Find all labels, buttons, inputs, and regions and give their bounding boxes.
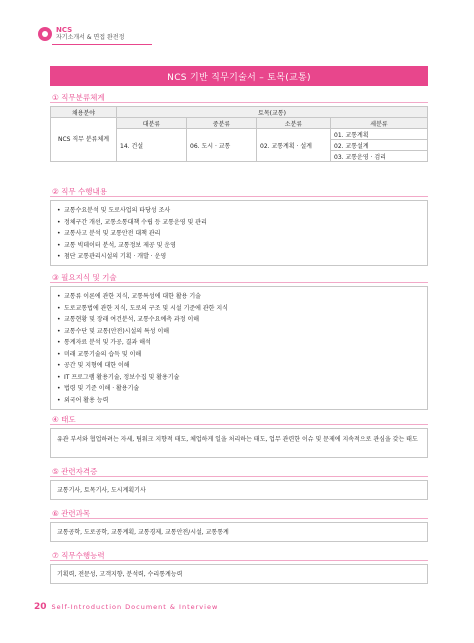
section-divider xyxy=(50,476,428,477)
section-divider xyxy=(50,196,428,197)
section-certs-heading: ⑤ 관련자격증 xyxy=(52,467,98,476)
list-item: • 교통수단 및 교통(안전)시설의 특성 이해 xyxy=(57,326,421,338)
field-label: 채용분야 xyxy=(51,107,117,118)
header-subtitle: 자기소개서 & 면접 완전정 xyxy=(56,34,125,41)
document-header xyxy=(38,22,124,46)
section-divider xyxy=(50,560,428,561)
subjects-box xyxy=(50,522,428,542)
attitude-box xyxy=(50,428,428,458)
list-item: • 첨단 교통관리시설의 기획 · 개발 · 운영 xyxy=(57,251,421,263)
section-divider xyxy=(50,518,428,519)
list-item: • 교통현황 및 장래 여건분석, 교통수요예측 과정 이해 xyxy=(57,314,421,326)
list-item: • 미래 교통기술의 습득 및 이해 xyxy=(57,349,421,361)
list-item: • 외국어 활용 능력 xyxy=(57,395,421,407)
detail-value: 03. 교통운영 · 검리 xyxy=(331,151,428,162)
duties-box xyxy=(50,200,428,266)
list-item: • 정체구간 개선, 교통소통대책 수립 등 교통운영 및 관리 xyxy=(57,217,421,229)
row-label: NCS 직무 분류체계 xyxy=(51,118,117,162)
list-item: • 교통 빅데이터 분석, 교통정보 제공 및 운영 xyxy=(57,240,421,252)
section-classification-heading: ① 직무분류체계 xyxy=(52,93,105,102)
list-item: • 법령 및 기준 이해 · 활용기술 xyxy=(57,383,421,395)
ncs-logo-icon xyxy=(38,27,52,41)
section-abilities-heading: ⑦ 직무수행능력 xyxy=(52,551,105,560)
list-item: • 공간 및 지형에 대한 이해 xyxy=(57,360,421,372)
abilities-box xyxy=(50,564,428,584)
col-major: 대분류 xyxy=(117,118,187,129)
detail-value: 01. 교통계획 xyxy=(331,129,428,140)
list-item: • 교통수요분석 및 도로사업의 타당성 조사 xyxy=(57,205,421,217)
list-item: • 통계자료 분석 및 가공, 결과 해석 xyxy=(57,337,421,349)
knowledge-box xyxy=(50,286,428,410)
section-duties-heading: ② 직무 수행내용 xyxy=(52,187,107,196)
header-divider xyxy=(52,44,152,45)
detail-value: 02. 교통설계 xyxy=(331,140,428,151)
list-item: • 교통류 이론에 관한 지식, 교통특성에 대한 활용 기술 xyxy=(57,291,421,303)
footer-text: Self-Introduction Document & Interview xyxy=(51,603,219,611)
section-subjects-heading: ⑥ 관련과목 xyxy=(52,509,91,518)
page-title: NCS 기반 직무기술서 – 토목(교통) xyxy=(50,66,428,86)
section-divider xyxy=(50,282,428,283)
page-number: 20 xyxy=(34,602,47,612)
list-item: • 도로교통법에 관한 지식, 도로의 구조 및 시설 기준에 관한 지식 xyxy=(57,303,421,315)
section-knowledge-heading: ③ 필요지식 및 기술 xyxy=(52,273,117,282)
col-detail: 세분류 xyxy=(331,118,428,129)
certs-box xyxy=(50,480,428,500)
list-item: • 교통사고 분석 및 교통안전 대책 관리 xyxy=(57,228,421,240)
certs-text: 교통기사, 토목기사, 도시계획기사 xyxy=(57,487,146,494)
section-divider xyxy=(50,102,428,103)
page-footer xyxy=(34,602,218,612)
abilities-text: 기획력, 전문성, 고객지향, 분석력, 수리통계능력 xyxy=(57,571,183,578)
list-item: • IT 프로그램 활용기술, 정보수집 및 활용기술 xyxy=(57,372,421,384)
minor-value: 02. 교통계획 · 설계 xyxy=(257,129,331,162)
classification-table xyxy=(50,106,428,162)
subjects-text: 교통공학, 도로공학, 교통계획, 교통경제, 교통안전/시설, 교통통계 xyxy=(57,529,229,536)
section-attitude-heading: ④ 태도 xyxy=(52,415,76,424)
field-value: 토목(교통) xyxy=(117,107,428,118)
section-divider xyxy=(50,424,428,425)
header-ncs: NCS xyxy=(56,26,73,34)
major-value: 14. 건설 xyxy=(117,129,187,162)
col-middle: 중분류 xyxy=(187,118,257,129)
middle-value: 06. 도시 · 교통 xyxy=(187,129,257,162)
col-minor: 소분류 xyxy=(257,118,331,129)
attitude-text: 유관 부서와 협업하려는 자세, 팀워크 지향적 태도, 체업하게 일을 처리하는 태도, 업무 관련한 이슈 및 문제에 지속적으로 관심을 갖는 태도 xyxy=(57,436,418,443)
